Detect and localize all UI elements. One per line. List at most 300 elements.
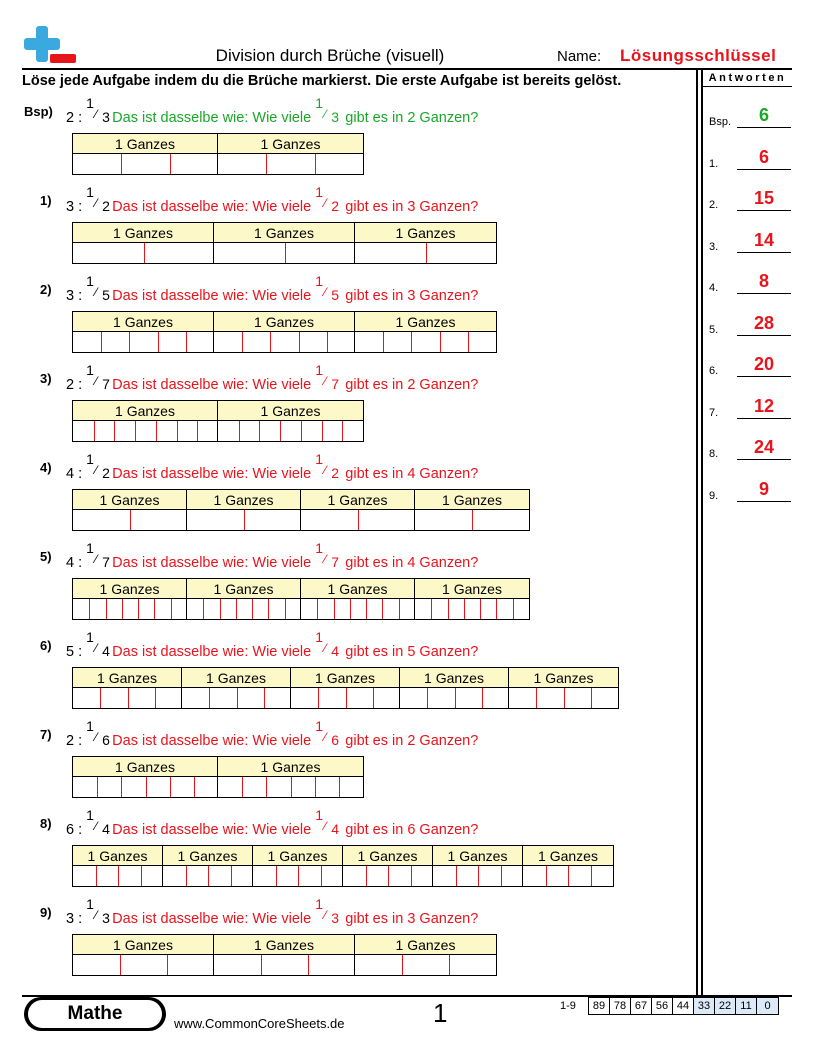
fraction-numerator: 1 <box>86 95 94 111</box>
question-suffix: gibt es in 3 Ganzen? <box>341 911 479 927</box>
part-divider <box>144 243 145 263</box>
whole-label: 1 Ganzes <box>291 668 399 688</box>
fraction-numerator: 1 <box>86 273 94 289</box>
fraction-denominator: 2 <box>331 465 340 481</box>
question-fraction <box>315 540 341 570</box>
divisor-fraction <box>86 273 112 303</box>
whole-unit <box>214 312 355 352</box>
division-sign: : <box>74 555 87 571</box>
whole-parts <box>73 510 186 530</box>
whole-unit <box>163 846 253 886</box>
score-cell: 44 <box>673 998 694 1014</box>
whole-label: 1 Ganzes <box>73 579 186 599</box>
whole-parts <box>163 866 252 886</box>
whole-label: 1 Ganzes <box>355 223 496 243</box>
part-divider <box>264 688 265 708</box>
part-divider <box>121 154 122 174</box>
answer-row <box>709 270 791 294</box>
part-divider <box>268 599 269 619</box>
whole-label: 1 Ganzes <box>214 935 354 955</box>
whole-parts <box>214 243 354 263</box>
question-prefix: Das ist dasselbe wie: Wie viele <box>112 911 316 927</box>
part-divider <box>122 599 123 619</box>
fraction-bar <box>72 400 364 442</box>
part-divider <box>308 955 309 975</box>
whole-parts <box>523 866 613 886</box>
answers-divider-left <box>696 68 698 996</box>
fraction-denominator: 3 <box>331 910 340 926</box>
fraction-slash: ⁄ <box>95 285 98 299</box>
question-suffix: gibt es in 3 Ganzen? <box>341 288 479 304</box>
fraction-denominator: 7 <box>331 554 340 570</box>
whole-parts <box>301 599 414 619</box>
fraction-slash: ⁄ <box>324 285 327 299</box>
question-suffix: gibt es in 2 Ganzen? <box>341 377 479 393</box>
divisor-fraction <box>86 451 112 481</box>
part-divider <box>156 421 157 441</box>
answer-value: 20 <box>753 354 775 374</box>
part-divider <box>322 421 323 441</box>
fraction-bar <box>72 756 364 798</box>
fraction-denominator: 4 <box>102 643 110 659</box>
fraction-slash: ⁄ <box>324 374 327 388</box>
question-text <box>112 540 479 571</box>
part-divider <box>242 777 243 797</box>
whole-unit <box>73 401 218 441</box>
division-sign: : <box>74 644 87 660</box>
divisor-fraction <box>86 362 112 392</box>
part-divider <box>203 599 204 619</box>
page-title: Division durch Brüche (visuell) <box>215 46 445 65</box>
whole-label: 1 Ganzes <box>73 757 217 777</box>
whole-parts <box>355 955 496 975</box>
problem-number: 8) <box>40 816 52 831</box>
problem-question <box>66 896 479 927</box>
fraction-slash: ⁄ <box>324 196 327 210</box>
fraction-denominator: 5 <box>331 287 340 303</box>
score-table <box>588 997 779 1015</box>
answer-row <box>709 312 791 336</box>
problem-number: 3) <box>40 371 52 386</box>
problem-question <box>66 540 479 571</box>
whole-label: 1 Ganzes <box>73 490 186 510</box>
question-fraction <box>315 807 341 837</box>
whole-label: 1 Ganzes <box>355 935 496 955</box>
divisor-fraction <box>86 95 112 125</box>
whole-parts <box>73 243 213 263</box>
part-divider <box>252 599 253 619</box>
dividend: 2 <box>66 377 75 393</box>
dividend: 2 <box>66 733 75 749</box>
whole-unit <box>73 134 218 174</box>
division-sign: : <box>74 822 87 838</box>
part-divider <box>350 599 351 619</box>
answer-label: 1. <box>709 158 719 170</box>
answer-value: 12 <box>753 396 775 416</box>
part-divider <box>315 154 316 174</box>
part-divider <box>327 332 328 352</box>
score-cell: 0 <box>757 998 778 1014</box>
whole-unit <box>415 490 529 530</box>
top-divider <box>22 68 792 70</box>
dividend: 3 <box>66 199 75 215</box>
answer-label: Bsp. <box>709 116 732 128</box>
whole-unit <box>218 757 363 797</box>
fraction-denominator: 3 <box>102 910 110 926</box>
part-divider <box>317 599 318 619</box>
part-divider <box>244 510 245 530</box>
fraction-bar <box>72 845 614 887</box>
answer-row <box>709 187 791 211</box>
part-divider <box>276 866 277 886</box>
question-fraction <box>315 184 341 214</box>
part-divider <box>339 777 340 797</box>
part-divider <box>383 332 384 352</box>
answer-row <box>709 395 791 419</box>
dividend: 4 <box>66 555 75 571</box>
part-divider <box>100 688 101 708</box>
whole-parts <box>355 332 496 352</box>
whole-parts <box>218 421 363 441</box>
fraction-denominator: 4 <box>331 643 340 659</box>
whole-parts <box>73 332 213 352</box>
answer-value: 28 <box>753 313 775 333</box>
whole-parts <box>73 154 217 174</box>
whole-label: 1 Ganzes <box>400 668 508 688</box>
problem-number: 7) <box>40 727 52 742</box>
part-divider <box>388 866 389 886</box>
dividend: 2 <box>66 110 75 126</box>
score-cell: 33 <box>694 998 715 1014</box>
part-divider <box>427 688 428 708</box>
fraction-slash: ⁄ <box>324 819 327 833</box>
fraction-slash: ⁄ <box>95 908 98 922</box>
whole-label: 1 Ganzes <box>415 579 529 599</box>
part-divider <box>315 777 316 797</box>
fraction-numerator: 1 <box>86 896 94 912</box>
division-sign: : <box>74 911 87 927</box>
part-divider <box>261 955 262 975</box>
part-divider <box>141 866 142 886</box>
problem-question <box>66 807 479 838</box>
whole-unit <box>400 668 509 708</box>
whole-label: 1 Ganzes <box>218 757 363 777</box>
brand-label: Mathe <box>28 1000 162 1028</box>
part-divider <box>501 866 502 886</box>
problem-number: Bsp) <box>24 104 53 119</box>
whole-parts <box>73 777 217 797</box>
part-divider <box>342 421 343 441</box>
whole-label: 1 Ganzes <box>218 134 363 154</box>
divisor-fraction <box>86 184 112 214</box>
part-divider <box>513 599 514 619</box>
answer-underline <box>737 293 791 294</box>
fraction-slash: ⁄ <box>324 463 327 477</box>
problem-number: 5) <box>40 549 52 564</box>
part-divider <box>220 599 221 619</box>
fraction-slash: ⁄ <box>95 730 98 744</box>
part-divider <box>94 421 95 441</box>
problem-question <box>66 362 479 393</box>
fraction-slash: ⁄ <box>324 908 327 922</box>
whole-label: 1 Ganzes <box>73 846 162 866</box>
fraction-denominator: 2 <box>102 198 110 214</box>
answer-row <box>709 353 791 377</box>
part-divider <box>239 421 240 441</box>
part-divider <box>564 688 565 708</box>
part-divider <box>285 599 286 619</box>
answer-label: 4. <box>709 282 719 294</box>
fraction-slash: ⁄ <box>95 641 98 655</box>
part-divider <box>129 332 130 352</box>
part-divider <box>259 421 260 441</box>
whole-unit <box>73 757 218 797</box>
whole-unit <box>355 935 496 975</box>
score-cell: 56 <box>652 998 673 1014</box>
fraction-slash: ⁄ <box>324 730 327 744</box>
question-text <box>112 896 479 927</box>
answer-value: 15 <box>753 188 775 208</box>
part-divider <box>321 866 322 886</box>
question-suffix: gibt es in 2 Ganzen? <box>341 110 479 126</box>
whole-label: 1 Ganzes <box>187 490 300 510</box>
whole-parts <box>509 688 618 708</box>
whole-label: 1 Ganzes <box>523 846 613 866</box>
fraction-numerator: 1 <box>86 718 94 734</box>
fraction-numerator: 1 <box>315 896 324 912</box>
part-divider <box>171 599 172 619</box>
part-divider <box>114 421 115 441</box>
whole-unit <box>73 490 187 530</box>
score-cell: 78 <box>610 998 631 1014</box>
part-divider <box>237 688 238 708</box>
whole-label: 1 Ganzes <box>73 935 213 955</box>
score-cell: 67 <box>631 998 652 1014</box>
whole-parts <box>433 866 522 886</box>
answer-value: 6 <box>758 147 769 167</box>
whole-unit <box>73 668 182 708</box>
whole-unit <box>187 579 301 619</box>
whole-unit <box>73 935 214 975</box>
division-sign: : <box>74 733 87 749</box>
whole-label: 1 Ganzes <box>73 134 217 154</box>
answer-row <box>709 229 791 253</box>
page-number: 1 <box>433 998 448 1028</box>
fraction-numerator: 1 <box>86 807 94 823</box>
answers-title: Antworten <box>708 72 787 84</box>
part-divider <box>536 688 537 708</box>
whole-unit <box>73 223 214 263</box>
problem-number: 4) <box>40 460 52 475</box>
part-divider <box>120 955 121 975</box>
score-range: 1-9 <box>560 1000 576 1012</box>
whole-label: 1 Ganzes <box>218 401 363 421</box>
fraction-numerator: 1 <box>86 362 94 378</box>
fraction-denominator: 2 <box>331 198 340 214</box>
answer-label: 2. <box>709 199 719 211</box>
question-fraction <box>315 451 341 481</box>
whole-label: 1 Ganzes <box>355 312 496 332</box>
whole-parts <box>291 688 399 708</box>
whole-parts <box>218 154 363 174</box>
problem-question <box>66 273 479 304</box>
dividend: 5 <box>66 644 75 660</box>
question-text <box>112 362 479 393</box>
fraction-numerator: 1 <box>315 629 324 645</box>
question-fraction <box>315 273 341 303</box>
divisor-fraction <box>86 896 112 926</box>
whole-parts <box>73 599 186 619</box>
answer-underline <box>737 376 791 377</box>
fraction-bar <box>72 667 619 709</box>
part-divider <box>358 510 359 530</box>
fraction-numerator: 1 <box>315 451 324 467</box>
whole-label: 1 Ganzes <box>73 312 213 332</box>
fraction-denominator: 6 <box>331 732 340 748</box>
whole-label: 1 Ganzes <box>301 490 414 510</box>
part-divider <box>209 688 210 708</box>
whole-parts <box>214 955 354 975</box>
whole-parts <box>415 510 529 530</box>
problem-number: 1) <box>40 193 52 208</box>
fraction-slash: ⁄ <box>95 107 98 121</box>
part-divider <box>449 955 450 975</box>
part-divider <box>431 599 432 619</box>
fraction-bar <box>72 489 530 531</box>
question-prefix: Das ist dasselbe wie: Wie viele <box>112 822 316 838</box>
part-divider <box>299 332 300 352</box>
part-divider <box>456 866 457 886</box>
part-divider <box>155 688 156 708</box>
whole-unit <box>415 579 529 619</box>
answer-underline <box>737 418 791 419</box>
part-divider <box>402 955 403 975</box>
whole-label: 1 Ganzes <box>433 846 522 866</box>
whole-unit <box>187 490 301 530</box>
part-divider <box>128 688 129 708</box>
whole-unit <box>214 223 355 263</box>
answer-label: 6. <box>709 365 719 377</box>
part-divider <box>197 421 198 441</box>
whole-unit <box>509 668 618 708</box>
answer-value: 24 <box>753 437 775 457</box>
whole-unit <box>218 401 363 441</box>
fraction-bar <box>72 133 364 175</box>
fraction-slash: ⁄ <box>95 374 98 388</box>
question-prefix: Das ist dasselbe wie: Wie viele <box>112 466 316 482</box>
fraction-bar <box>72 311 497 353</box>
part-divider <box>280 421 281 441</box>
whole-label: 1 Ganzes <box>73 401 217 421</box>
part-divider <box>154 599 155 619</box>
question-fraction <box>315 362 341 392</box>
problem-question <box>66 718 479 749</box>
fraction-denominator: 3 <box>102 109 110 125</box>
whole-parts <box>214 332 354 352</box>
answer-value: 6 <box>758 105 769 125</box>
problem-question <box>66 629 479 660</box>
problem-number: 9) <box>40 905 52 920</box>
divisor-fraction <box>86 807 112 837</box>
fraction-denominator: 7 <box>102 376 110 392</box>
part-divider <box>231 866 232 886</box>
question-suffix: gibt es in 4 Ganzen? <box>341 555 479 571</box>
question-suffix: gibt es in 5 Ganzen? <box>341 644 479 660</box>
whole-label: 1 Ganzes <box>214 223 354 243</box>
division-sign: : <box>74 110 87 126</box>
whole-unit <box>182 668 291 708</box>
part-divider <box>373 688 374 708</box>
whole-parts <box>355 243 496 263</box>
answer-value: 14 <box>753 230 775 250</box>
question-prefix: Das ist dasselbe wie: Wie viele <box>112 288 316 304</box>
part-divider <box>106 599 107 619</box>
fraction-numerator: 1 <box>86 540 94 556</box>
fraction-numerator: 1 <box>315 184 324 200</box>
question-prefix: Das ist dasselbe wie: Wie viele <box>112 555 316 571</box>
site-url: www.CommonCoreSheets.de <box>174 1016 345 1031</box>
question-suffix: gibt es in 6 Ganzen? <box>341 822 479 838</box>
part-divider <box>334 599 335 619</box>
fraction-bar <box>72 578 530 620</box>
answer-label: 3. <box>709 241 719 253</box>
division-sign: : <box>74 288 87 304</box>
divisor-fraction <box>86 629 112 659</box>
fraction-denominator: 3 <box>331 109 340 125</box>
fraction-slash: ⁄ <box>95 463 98 477</box>
part-divider <box>118 866 119 886</box>
part-divider <box>591 866 592 886</box>
part-divider <box>177 421 178 441</box>
part-divider <box>480 599 481 619</box>
part-divider <box>426 243 427 263</box>
whole-parts <box>73 866 162 886</box>
divisor-fraction <box>86 718 112 748</box>
question-prefix: Das ist dasselbe wie: Wie viele <box>112 644 316 660</box>
problem-number: 6) <box>40 638 52 653</box>
part-divider <box>242 332 243 352</box>
part-divider <box>96 866 97 886</box>
fraction-numerator: 1 <box>86 629 94 645</box>
part-divider <box>236 599 237 619</box>
whole-parts <box>73 955 213 975</box>
whole-unit <box>253 846 343 886</box>
problem-question <box>66 184 479 215</box>
answer-row <box>709 104 791 128</box>
part-divider <box>101 332 102 352</box>
part-divider <box>266 154 267 174</box>
answer-underline <box>737 459 791 460</box>
part-divider <box>440 332 441 352</box>
part-divider <box>568 866 569 886</box>
whole-label: 1 Ganzes <box>253 846 342 866</box>
whole-unit <box>291 668 400 708</box>
part-divider <box>170 154 171 174</box>
fraction-slash: ⁄ <box>324 107 327 121</box>
whole-parts <box>253 866 342 886</box>
part-divider <box>496 599 497 619</box>
whole-unit <box>343 846 433 886</box>
question-suffix: gibt es in 2 Ganzen? <box>341 733 479 749</box>
part-divider <box>135 421 136 441</box>
part-divider <box>89 599 90 619</box>
whole-parts <box>415 599 529 619</box>
score-cell: 11 <box>736 998 757 1014</box>
answer-row <box>709 478 791 502</box>
dividend: 3 <box>66 911 75 927</box>
part-divider <box>468 332 469 352</box>
fraction-bar <box>72 934 497 976</box>
